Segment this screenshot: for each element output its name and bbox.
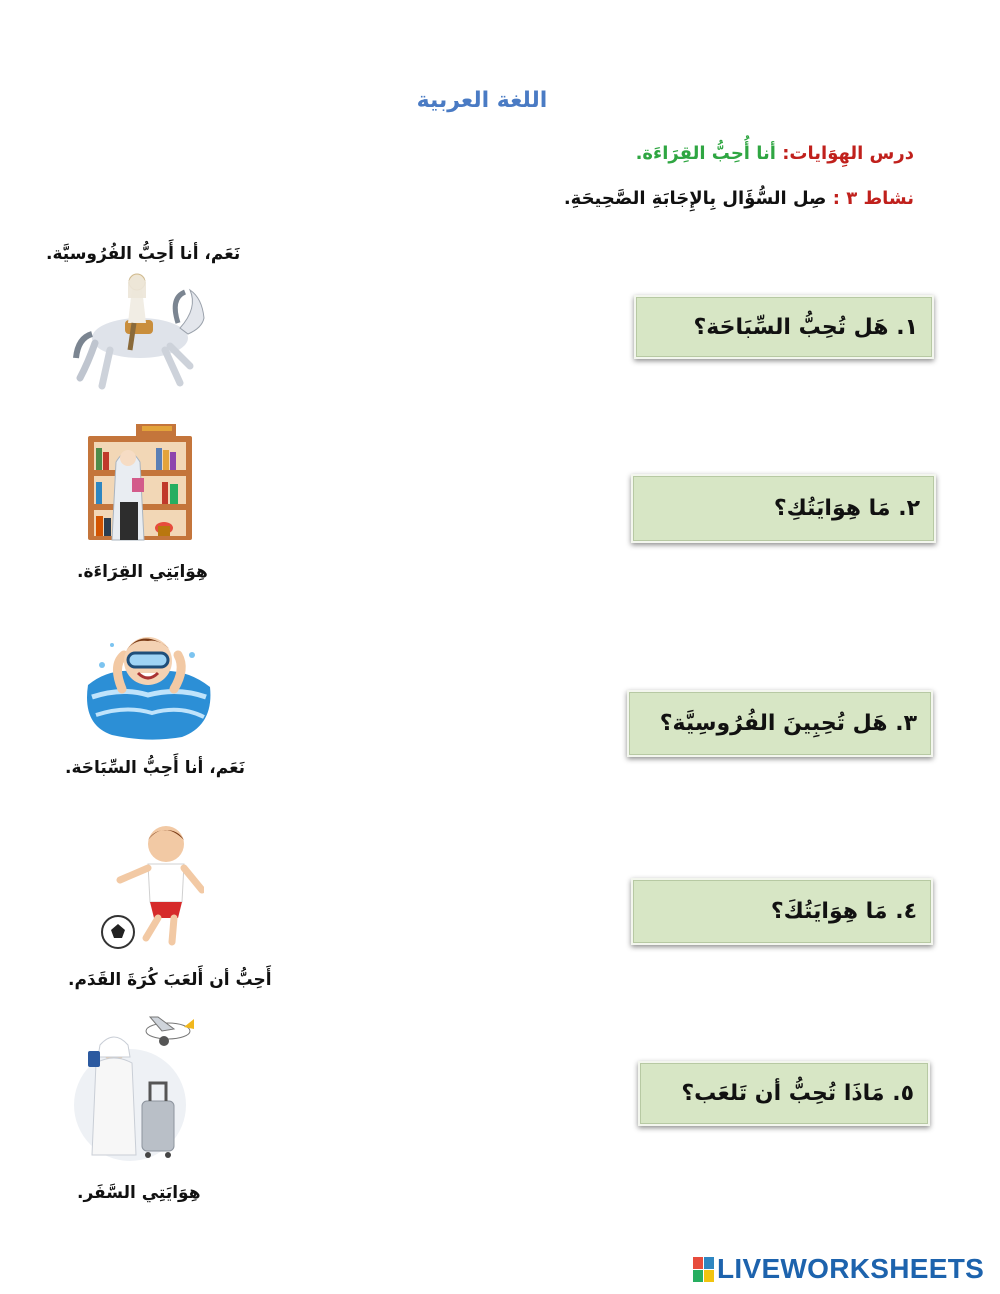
question-text: ٤. مَا هِوَايَتُكَ؟: [770, 899, 917, 924]
answer-4[interactable]: أَحِبُّ أن أَلعَبَ كُرَةَ القَدَم.: [68, 970, 272, 990]
lesson-topic: أنا أُحِبُّ القِرَاءَة.: [635, 143, 776, 164]
logo-mark-icon: [693, 1257, 714, 1282]
horse-rider-icon: [70, 268, 210, 393]
question-text: ١. هَل تُحِبُّ السِّبَاحَة؟: [693, 314, 918, 340]
activity-label: نشاط ٣ :: [832, 188, 914, 209]
lesson-label: درس الهِوَايات:: [782, 143, 914, 164]
liveworksheets-logo: [693, 1253, 984, 1285]
traveler-icon: [70, 1015, 196, 1165]
football-boy-icon: [98, 822, 204, 950]
question-box-3[interactable]: [627, 690, 933, 757]
brand-text: LIVEWORKSHEETS: [717, 1253, 985, 1284]
question-box-5[interactable]: [638, 1061, 930, 1126]
question-box-1[interactable]: [634, 295, 934, 359]
question-box-4[interactable]: [631, 878, 933, 945]
swimmer-icon: [82, 625, 214, 740]
answer-1[interactable]: نَعَم، أنا أَحِبُّ الفُرُوسيَّة.: [46, 244, 241, 264]
question-text: ٢. مَا هِوَايَتُكِ؟: [773, 496, 920, 521]
answer-2[interactable]: هِوَايَتِي القِرَاءَة.: [77, 562, 208, 582]
question-text: ٥. مَاذَا تُحِبُّ أن تَلعَب؟: [681, 1081, 914, 1106]
lesson-line: [636, 143, 914, 164]
activity-text: صِل السُّؤَال بِالإِجَابَةِ الصَّحِيحَةِ.: [563, 188, 827, 209]
bookshelf-girl-icon: [86, 422, 194, 544]
activity-instruction: [564, 188, 914, 209]
page-title: اللغة العربية: [416, 88, 548, 113]
answer-3[interactable]: نَعَم، أنا أَحِبُّ السِّبَاحَة.: [65, 758, 246, 778]
answer-5[interactable]: هِوَايَتِي السَّفَر.: [77, 1183, 201, 1203]
question-text: ٣. هَل تُحِبِينَ الفُرُوسِيَّة؟: [659, 711, 917, 736]
question-box-2[interactable]: [631, 474, 936, 543]
